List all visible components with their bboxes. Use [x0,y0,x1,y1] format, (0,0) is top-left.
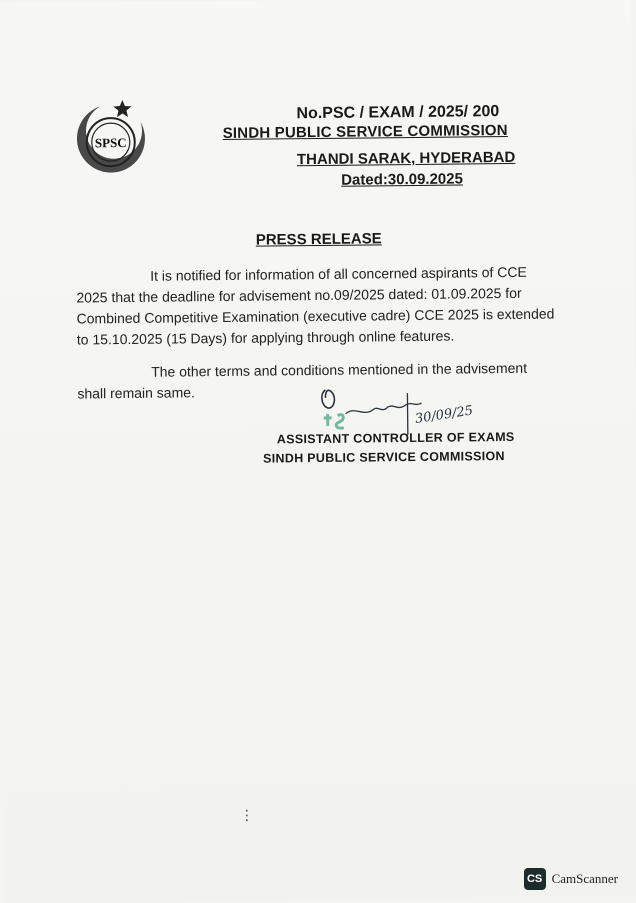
signatory-organization: SINDH PUBLIC SERVICE COMMISSION [263,449,505,466]
document-date: Dated:30.09.2025 [341,170,464,189]
organization-address: THANDI SARAK, HYDERABAD [296,148,516,169]
signature-date: 30/09/25 [414,403,475,427]
paragraph-1-text: It is notified for information of all concerned aspirants of CCE 2025 that the deadline for advisement no.09/2025 dated: 01.09.2025 for Combined Competitive Examination (executive cadre) CCE 2025 is extended to 15.10.2025 (15 Days) for applying through online features. [76,263,555,348]
page-title: PRESS RELEASE [255,230,382,249]
camscanner-icon: CS [524,868,546,890]
paragraph-1 [76,261,559,350]
reference-number: No.PSC / EXAM / 2025/ 200 [296,103,500,123]
camscanner-watermark [524,868,618,890]
logo-text: SPSC [94,134,127,151]
paragraph-2-text: The other terms and conditions mentioned in the advisement shall remain same. [77,359,528,402]
scan-mark: ⋮ [239,806,254,823]
camscanner-label: CamScanner [551,871,618,886]
spsc-logo [70,94,155,181]
organization-name: SINDH PUBLIC SERVICE COMMISSION [222,121,508,142]
signatory-title: ASSISTANT CONTROLLER OF EXAMS [276,429,515,447]
